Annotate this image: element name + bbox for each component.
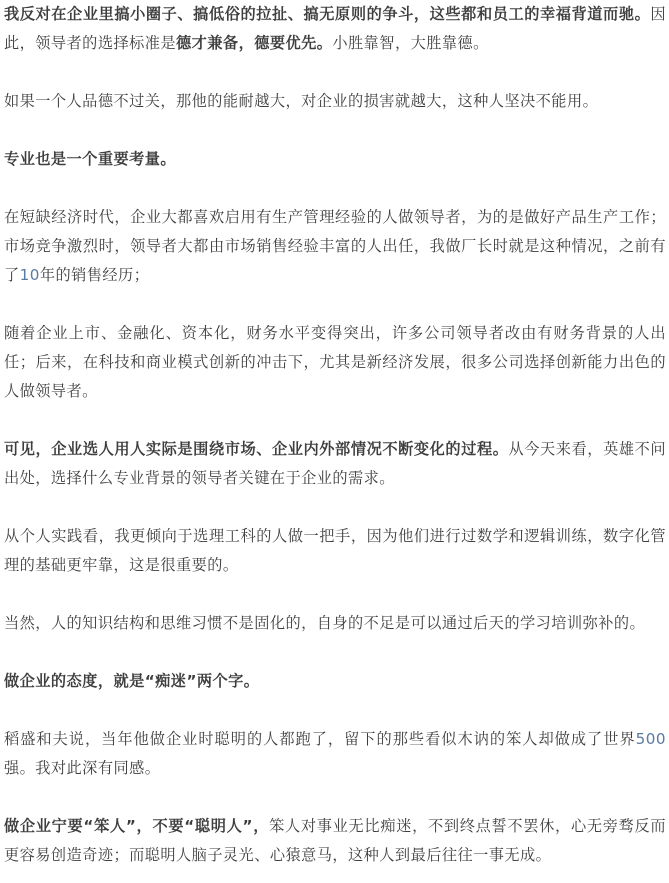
heading-text: 专业也是一个重要考量。 <box>4 150 177 168</box>
paragraph-text: 强。我对此深有同感。 <box>4 759 161 777</box>
paragraph-text: 从个人实践看，我更倾向于选理工科的人做一把手，因为他们进行过数学和逻辑训练，数字化管理的基础更牢靠，这是很重要的。 <box>4 527 666 574</box>
paragraph-text: 笨人对事业无比痴迷，不到终点誓不罢休，心无旁骛反而更容易创造奇迹；而聪明人脑子灵光、心猿意马，这种人到最后往往一事无成。 <box>4 817 667 864</box>
paragraph-text: 年的销售经历； <box>39 266 150 284</box>
paragraph-learning <box>4 609 666 638</box>
paragraph-text: 稻盛和夫说，当年他做企业时聪明的人都跑了，留下的那些看似木讷的笨人却做成了世界 <box>4 730 636 748</box>
number-fortune-500: 500 <box>635 730 666 748</box>
section-heading-expertise <box>4 145 666 174</box>
bold-standard: 德才兼备，德要优先。 <box>176 34 333 52</box>
bold-statement: 可见，企业选人用人实际是围绕市场、企业内外部情况不断变化的过程。 <box>4 440 509 458</box>
paragraph-text: 从今天来看，英雄不问出处，选择什么专业背景的领导者关键在于企业的需求。 <box>4 440 667 487</box>
paragraph-shortage-era <box>4 203 666 290</box>
paragraph-inamori <box>4 725 666 783</box>
paragraph-text: 随着企业上市、金融化、资本化，财务水平变得突出，许多公司领导者改由有财务背景的人出任；后来，在科技和商业模式创新的冲击下，尤其是新经济发展，很多公司选择创新能力出色的人做领导者。 <box>4 324 666 400</box>
paragraph-finance-era <box>4 319 666 406</box>
section-heading-attitude <box>4 667 666 696</box>
paragraph-text: 小胜靠智，大胜靠德。 <box>332 34 489 52</box>
paragraph-clumsy-people <box>4 812 666 870</box>
article-body <box>4 0 666 870</box>
number-years: 10 <box>19 266 40 284</box>
paragraph-character <box>4 87 666 116</box>
bold-statement: 我反对在企业里搞小圈子、搞低俗的拉扯、搞无原则的争斗，这些都和员工的幸福背道而驰。 <box>4 5 651 23</box>
paragraph-text: 当然，人的知识结构和思维习惯不是固化的，自身的不足是可以通过后天的学习培训弥补的。 <box>4 614 646 632</box>
bold-statement: 做企业宁要“笨人”，不要“聪明人”， <box>4 817 270 835</box>
paragraph-conclusion <box>4 435 666 493</box>
paragraph-virtue-first <box>4 0 666 58</box>
paragraph-personal-practice <box>4 522 666 580</box>
paragraph-text: 因此，领导者的选择标准是 <box>4 5 666 52</box>
paragraph-text: 在短缺经济时代，企业大都喜欢启用有生产管理经验的人做领导者，为的是做好产品生产工作；市场竞争激烈时，领导者大都由市场销售经验丰富的人出任，我做厂长时就是这种情况，之前有了 <box>4 208 666 284</box>
paragraph-text: 如果一个人品德不过关，那他的能耐越大，对企业的损害就越大，这种人坚决不能用。 <box>4 92 599 110</box>
heading-text: 做企业的态度，就是“痴迷”两个字。 <box>4 672 260 690</box>
